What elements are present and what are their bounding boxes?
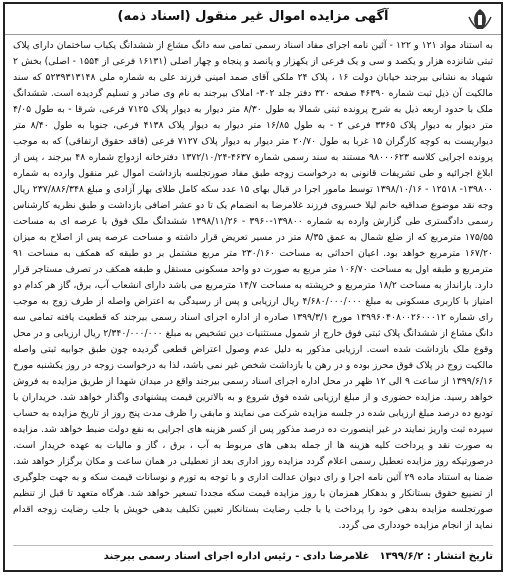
signature: غلامرضا دادی - رئیس اداره اجرای اسناد رسمی بیرجند: [103, 550, 370, 562]
notice-box: [3, 2, 503, 572]
notice-body: به استناد مواد ۱۲۱ و ۱۲۲ - آئین نامه اجرای مفاد اسناد رسمی تمامی سه دانگ مشاع از ششدانگ یکباب ساختمان دارای پلاک ثبتی شانزده هزار و یکصد و سی و یک فرعی از یکهزار و پانصد و پنجاه و چهار اصلی (۱۶۱۳۱ فرعی از ۱۵۵۴ - اصلی) بخش ۲ شهیاد به نشانی بیرجند خیابان دولت ۱۶ ، پلاک ۲۴ ملکی آقای صمد امینی فرزند علی به شماره ملی ۵۲۳۹۳۱۳۱۴۸ که سند مالکیت آن ذیل ثبت شماره ۴۶۳۹۰ صفحه ۳۲۰ دفتر جلد ۳۰۲- املاک بیرجند به نام وی صادر و تسلیم گردیده است. ششدانگ ملک با حدود اربعه ذیل به شرح پرونده ثبتی شمالا به طول ۸/۳۰ متر دیوار به دیوار پلاک ۷۱۲۵ فرعی، شرقا - به طول ۴/۰۵ متر دیوار به دیوار پلاک ۳۳۶۵ فرعی ۲ - به طول ۱۶/۸۵ متر دیوار به دیوار پلاک ۴۱۳۸ فرعی، جنوبا به طول ۸/۴۰ متر دیواریست به کوچه کارگران ۱۵ غربا به طول ۲۰/۷۰ متر دیوار به دیوار پلاک ۷۱۲۷ فرعی (فاقد حقوق ارتفاقی) که به موجب پرونده اجرایی کلاسه ۹۸۰۰۰۶۲۳ مستند به سند رسمی شماره ۴۶۳۷-۱۳۷۲/۱۰/۲۴ دفترخانه ازدواج شماره ۴۸ بیرجند ، پس از ابلاغ اجرائیه و طی تشریفات قانونی به درخواست زوجه طبق مفاد صورتجلسه بازداشت اموال غیر منقول وارده به شماره ۱۳۹۸۰۰- ۱۲۵۱۸ - ۱۳۹۸/۱۰/۱۶ توسط مامور اجرا در قبال بهای ۱۵ عدد سکه کامل طلای بهار آزادی و مبلغ ۲۳۷/۸۸۶/۳۴۸ ریال وجه نقد موضوع صداقیه خانم لیلا خسروی فرزند غلامرضا به انضمام یک تا دو عشر اضافی بازداشت و طبق نظریه کارشناس رسمی دادگستری طی گزارش وارده به شماره ۱۳۹۸۰۰-۳۹۶۰ - ۱۳۹۸/۱۱/۲۶ ششدانگ ملک فوق با عرصه ای به مساحت ۱۷۵/۵۵ مترمربع که از ضلع شمال به عمق ۸/۳۵ متر در مسیر تعریض قرار داشته و مساحت عرصه پس از اصلاح به میزان ۱۶۷/۲۰ مترمربع خواهد بود. اعیان احداثی به مساحت ۲۳۰/۱۶۰ متر مربع مشتمل بر دو طبقه که همکف به مساحت ۹۱ مترمربع و طبقه اول به مساحت ۱۰۶/۷۰ متر مربع به صورت دو واحد مسکونی مستقل و طبقه همکف در تصرف مستاجر قرار دارد. بارانداز به مساحت ۱۸/۲ مترمربع و خرپشته به مساحت ۱۴/۷ مترمربع می باشد دارای انشعاب آب، برق، گاز هر کدام دو امتیاز با کاربری مسکونی به مبلغ ۴/۶۸۰/۰۰۰/۰۰۰ ریال ارزیابی و پس از رسیدگی به اعتراض واصله از طرف زوج به موجب رای شماره ۱۳۹۹۶۰۴۰۸۰۰۲۶۰۰۰۱۲ مورخ ۱۳۹۹/۳/۱ صادره از اداره اجرای اسناد رسمی بیرجند که قطعیت یافته تمامی سه دانگ مشاع از ششدانگ پلاک ثبتی فوق خارج از شمول مستثنیات دین تشخیص به مبلغ ۲/۳۴۰/۰۰۰/۰۰۰ ریال ارزیابی و در محل وقوع ملک بازداشت شده است. ارزیابی مذکور به دلیل عدم وصول اعتراض قطعی گردیده چون طبق جوابیه ثبتی واصله مالکیت زوج در پلاک فوق محرز بوده و در رهن یا بازداشت شخص غیر نمی باشد، لذا به درخواست زوجه در روز یکشنبه مورخ ۱۳۹۹/۶/۱۶ از ساعت ۹ الی ۱۲ ظهر در محل اداره اجرای اسناد رسمی بیرجند واقع در میدان شهدا از طریق مزایده به فروش خواهد رسید. مزایده حضوری و از مبلغ ارزیابی شده فوق شروع و به بالاترین قیمت پیشنهادی واگذار خواهد شد. خریداران با تودیع ده درصد مبلغ ارزیابی شده در جلسه مزایده شرکت می نمایند و مابقی را ظرف مدت پنج روز از تاریخ مزایده به حساب سپرده ثبت واریز نمایند در غیر اینصورت ده درصد مذکور پس از کسر هزینه های اجرایی به نفع دولت ضبط خواهد شد. مزایده به صورت نقد و پرداخت کلیه هزینه ها از جمله بدهی های مربوط به آب ، برق ، گاز و مالیات به عهده خریدار است. درصورتیکه روز مزایده تعطیل رسمی اعلام گردد مزایده روز اداری بعد از تعطیلی در همان ساعت و مکان برگزار خواهد شد. ضمنا به استناد ماده ۲۹ آئین نامه اجرا و رای دیوان عدالت اداری و با توجه به تورم و نوسانات قیمت سکه و به جهت جلوگیری از تضییع حقوق بستانکار و بدهکار همزمان با روز مزایده قیمت سکه مجددا تسعیر خواهد شد. هرگاه متعهد تا قبل از تنظیم صورتجلسه مزایده بدهی خود را پرداخت یا با جلب رضایت بستانکار تعیین تکلیف بدهی خویش یا جلب رضایت زوجه اقدام نماید از انجام مزایده خودداری می گردد.: [13, 40, 493, 531]
publish-date: تاریخ انتشار : ۱۳۹۹/۶/۲: [379, 550, 493, 562]
notice-title: آگهی مزایده اموال غیر منقول (اسناد ذمه): [117, 9, 389, 24]
notice-footer: [13, 545, 493, 566]
emblem-icon: [465, 7, 495, 31]
notice-header: [5, 4, 501, 35]
